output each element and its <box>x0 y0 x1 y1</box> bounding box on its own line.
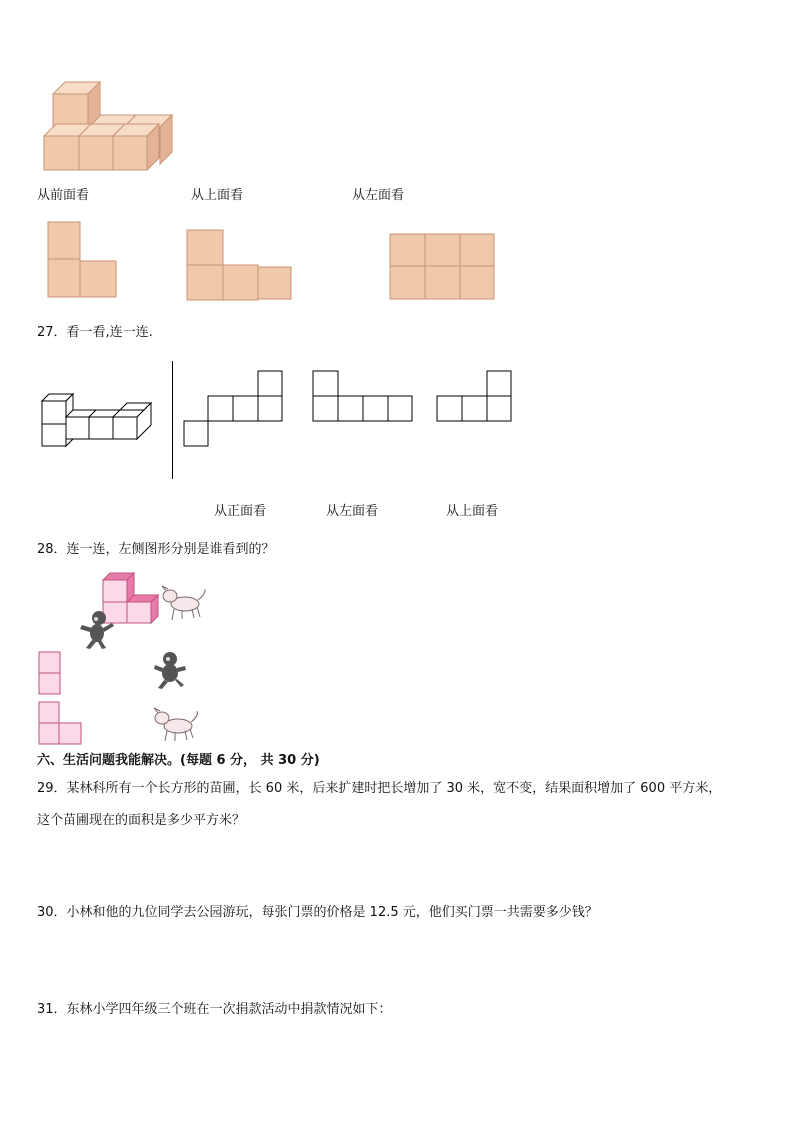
q29-line-1: 29．某林科所有一个长方形的苗圃，长 60 米，后来扩建时把长增加了 30 米，宽不变，结果面积增加了 600 平方米， <box>37 781 722 796</box>
q31-text: 31．东林小学四年级三个班在一次捐款活动中捐款情况如下： <box>37 1002 392 1017</box>
left-view-label: 从左面看 <box>352 188 405 203</box>
q27-label-top: 从上面看 <box>446 504 499 519</box>
top-view-label: 从上面看 <box>191 188 244 203</box>
section-6-title: 六、生活问题我能解决。(每题 6 分， 共 30 分) <box>37 753 320 768</box>
q27-label-left: 从左面看 <box>326 504 379 519</box>
front-view-label: 从前面看 <box>37 188 90 203</box>
q27-text: 27．看一看,连一连. <box>37 325 153 340</box>
q27-label-front: 从正面看 <box>214 504 267 519</box>
q29-line-2: 这个苗圃现在的面积是多少平方米？ <box>37 813 246 828</box>
q30-text: 30．小林和他的九位同学去公园游玩，每张门票的价格是 12.5 元，他们买门票一共需要多少钱？ <box>37 905 598 920</box>
q28-text: 28．连一连，左侧图形分别是谁看到的？ <box>37 542 275 557</box>
